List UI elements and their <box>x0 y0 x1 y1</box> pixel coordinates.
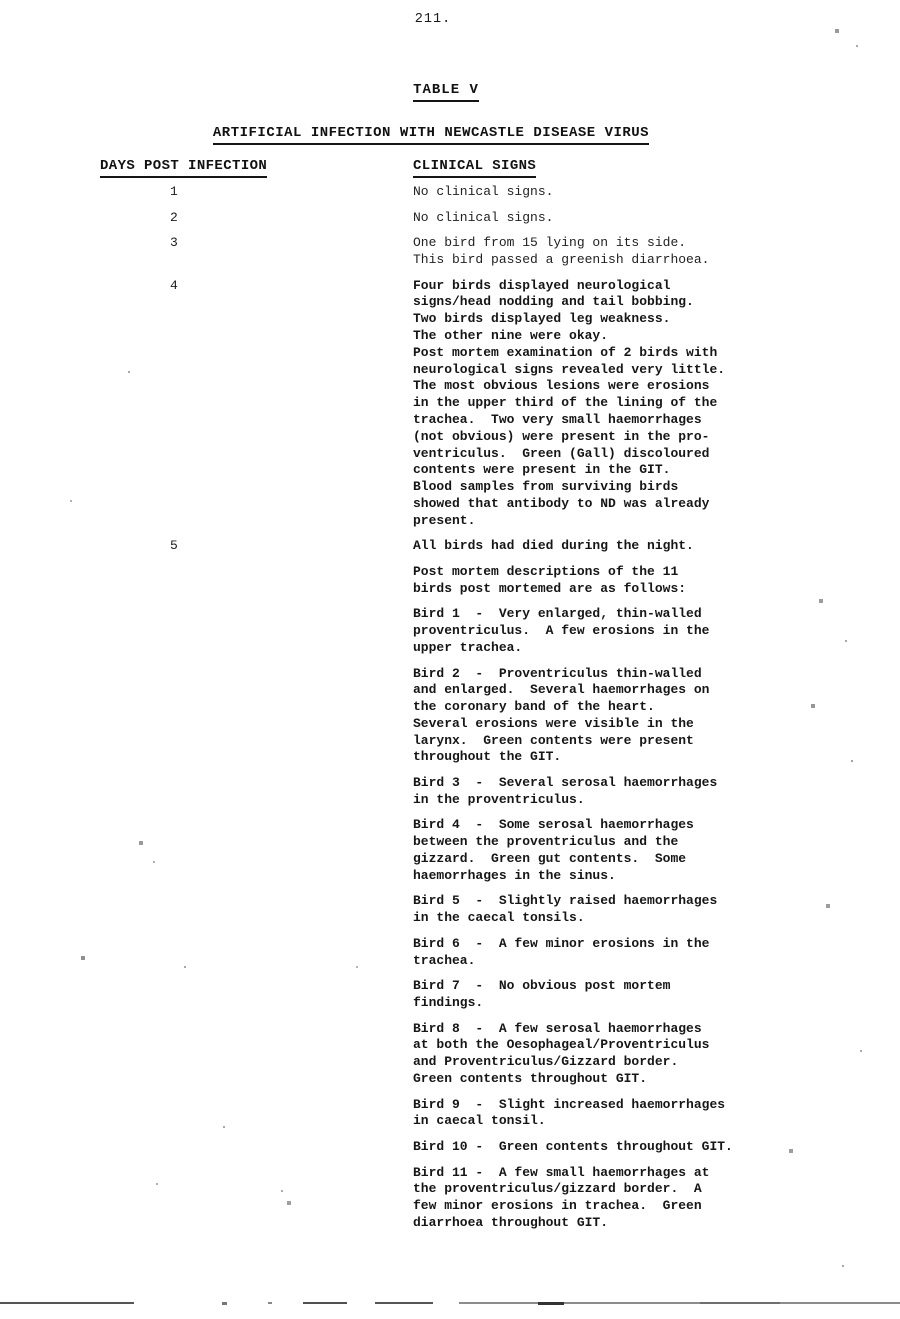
text-line: Bird 6 - A few minor erosions in the <box>413 935 710 951</box>
clinical-signs-cell <box>413 235 843 277</box>
table-row <box>100 538 900 1240</box>
text-line: trachea. <box>413 952 476 968</box>
text-line: trachea. Two very small haemorrhages <box>413 411 702 427</box>
text-line: the proventriculus/gizzard border. A <box>413 1181 702 1197</box>
clinical-sign-paragraph <box>413 1165 843 1232</box>
text-line: throughout the GIT. <box>413 749 562 765</box>
clinical-sign-paragraph <box>413 936 843 970</box>
text-line: Bird 8 - A few serosal haemorrhages <box>413 1020 702 1036</box>
clinical-sign-paragraph <box>413 978 843 1012</box>
clinical-sign-paragraph <box>413 278 843 530</box>
text-line: All birds had died during the night. <box>413 538 694 554</box>
clinical-sign-paragraph <box>413 538 843 555</box>
text-line: Post mortem descriptions of the 11 <box>413 563 679 579</box>
text-line: No clinical signs. <box>413 209 554 225</box>
text-line: Post mortem examination of 2 birds with <box>413 344 718 360</box>
table-label: TABLE V <box>413 82 479 102</box>
text-line: upper trachea. <box>413 639 523 655</box>
text-line: This bird passed a greenish diarrhoea. <box>413 251 710 267</box>
clinical-signs-cell <box>413 538 843 1240</box>
column-header-days-label: DAYS POST INFECTION <box>100 158 267 178</box>
page-number: 211. <box>414 12 452 27</box>
text-line: Bird 7 - No obvious post mortem <box>413 978 671 994</box>
day-number: 3 <box>170 235 178 251</box>
clinical-sign-paragraph <box>413 184 843 201</box>
clinical-sign-paragraph <box>413 775 843 809</box>
clinical-sign-paragraph <box>413 210 843 227</box>
clinical-sign-paragraph <box>413 1021 843 1088</box>
column-headers <box>100 156 900 178</box>
text-line: the coronary band of the heart. <box>413 699 655 715</box>
clinical-sign-paragraph <box>413 1097 843 1131</box>
clinical-sign-paragraph <box>413 893 843 927</box>
clinical-sign-paragraph <box>413 666 843 767</box>
scan-line-segment <box>222 1302 227 1305</box>
scan-line-segment <box>538 1302 564 1305</box>
day-number: 4 <box>170 277 178 293</box>
scan-line-segment <box>268 1302 272 1304</box>
text-line: proventriculus. A few erosions in the <box>413 623 710 639</box>
text-line: in the proventriculus. <box>413 791 585 807</box>
scan-line-segment <box>700 1302 780 1304</box>
column-header-days <box>100 156 413 178</box>
text-line: The most obvious lesions were erosions <box>413 378 710 394</box>
scan-artifact-line <box>0 1301 900 1305</box>
day-number: 2 <box>170 209 178 225</box>
text-line: gizzard. Green gut contents. Some <box>413 851 687 867</box>
text-line: larynx. Green contents were present <box>413 732 694 748</box>
text-line: Green contents throughout GIT. <box>413 1071 648 1087</box>
text-line: diarrhoea throughout GIT. <box>413 1214 609 1230</box>
text-line: in the upper third of the lining of the <box>413 395 718 411</box>
clinical-sign-paragraph <box>413 606 843 656</box>
text-line: Several erosions were visible in the <box>413 715 694 731</box>
scan-noise <box>0 0 2 2</box>
text-line: Two birds displayed leg weakness. <box>413 311 671 327</box>
text-line: Four birds displayed neurological <box>413 277 671 293</box>
text-line: between the proventriculus and the <box>413 834 679 850</box>
clinical-sign-paragraph <box>413 1139 843 1156</box>
text-line: contents were present in the GIT. <box>413 462 671 478</box>
table-body <box>100 184 900 1241</box>
text-line: showed that antibody to ND was already <box>413 495 710 511</box>
text-line: neurological signs revealed very little. <box>413 361 726 377</box>
clinical-signs-cell <box>413 210 843 236</box>
text-line: birds post mortemed are as follows: <box>413 580 687 596</box>
doc-title-wrap <box>0 123 862 145</box>
text-line: ventriculus. Green (Gall) discoloured <box>413 445 710 461</box>
text-line: Bird 10 - Green contents throughout GIT. <box>413 1139 733 1154</box>
text-line: Bird 11 - A few small haemorrhages at <box>413 1164 710 1180</box>
text-line: and enlarged. Several haemorrhages on <box>413 682 710 698</box>
text-line: No clinical signs. <box>413 184 554 199</box>
text-line: Bird 4 - Some serosal haemorrhages <box>413 817 694 833</box>
text-line: in the caecal tonsils. <box>413 910 585 926</box>
scan-line-segment <box>303 1302 347 1304</box>
text-line: Blood samples from surviving birds <box>413 479 679 495</box>
text-line: Bird 2 - Proventriculus thin-walled <box>413 665 702 681</box>
text-line: at both the Oesophageal/Proventriculus <box>413 1037 710 1053</box>
text-line: Bird 9 - Slight increased haemorrhages <box>413 1096 726 1112</box>
table-row <box>100 235 900 277</box>
clinical-signs-cell <box>413 184 843 210</box>
day-number: 5 <box>170 538 178 554</box>
column-header-signs <box>413 156 900 178</box>
text-line: findings. <box>413 995 484 1011</box>
clinical-sign-paragraph <box>413 817 843 884</box>
text-line: present. <box>413 512 476 528</box>
clinical-signs-cell <box>413 278 843 539</box>
table-label-wrap <box>0 80 892 102</box>
text-line: Bird 5 - Slightly raised haemorrhages <box>413 893 718 909</box>
text-line: few minor erosions in trachea. Green <box>413 1198 702 1214</box>
clinical-sign-paragraph <box>413 564 843 598</box>
text-line: Bird 1 - Very enlarged, thin-walled <box>413 606 702 622</box>
table-row <box>100 210 900 236</box>
table-row <box>100 184 900 210</box>
scan-line-segment <box>375 1302 433 1304</box>
column-header-signs-label: CLINICAL SIGNS <box>413 158 536 178</box>
text-line: Bird 3 - Several serosal haemorrhages <box>413 775 718 791</box>
day-number: 1 <box>170 184 178 199</box>
text-line: and Proventriculus/Gizzard border. <box>413 1054 679 1070</box>
scan-line-segment <box>0 1302 134 1304</box>
doc-title: ARTIFICIAL INFECTION WITH NEWCASTLE DISEASE VIRUS <box>213 125 649 145</box>
text-line: One bird from 15 lying on its side. <box>413 235 687 251</box>
scan-line-segment <box>459 1302 900 1304</box>
text-line: haemorrhages in the sinus. <box>413 867 616 883</box>
table-row <box>100 278 900 539</box>
text-line: The other nine were okay. <box>413 327 609 343</box>
clinical-sign-paragraph <box>413 235 843 269</box>
text-line: in caecal tonsil. <box>413 1113 546 1129</box>
text-line: (not obvious) were present in the pro- <box>413 428 710 444</box>
text-line: signs/head nodding and tail bobbing. <box>413 294 694 310</box>
